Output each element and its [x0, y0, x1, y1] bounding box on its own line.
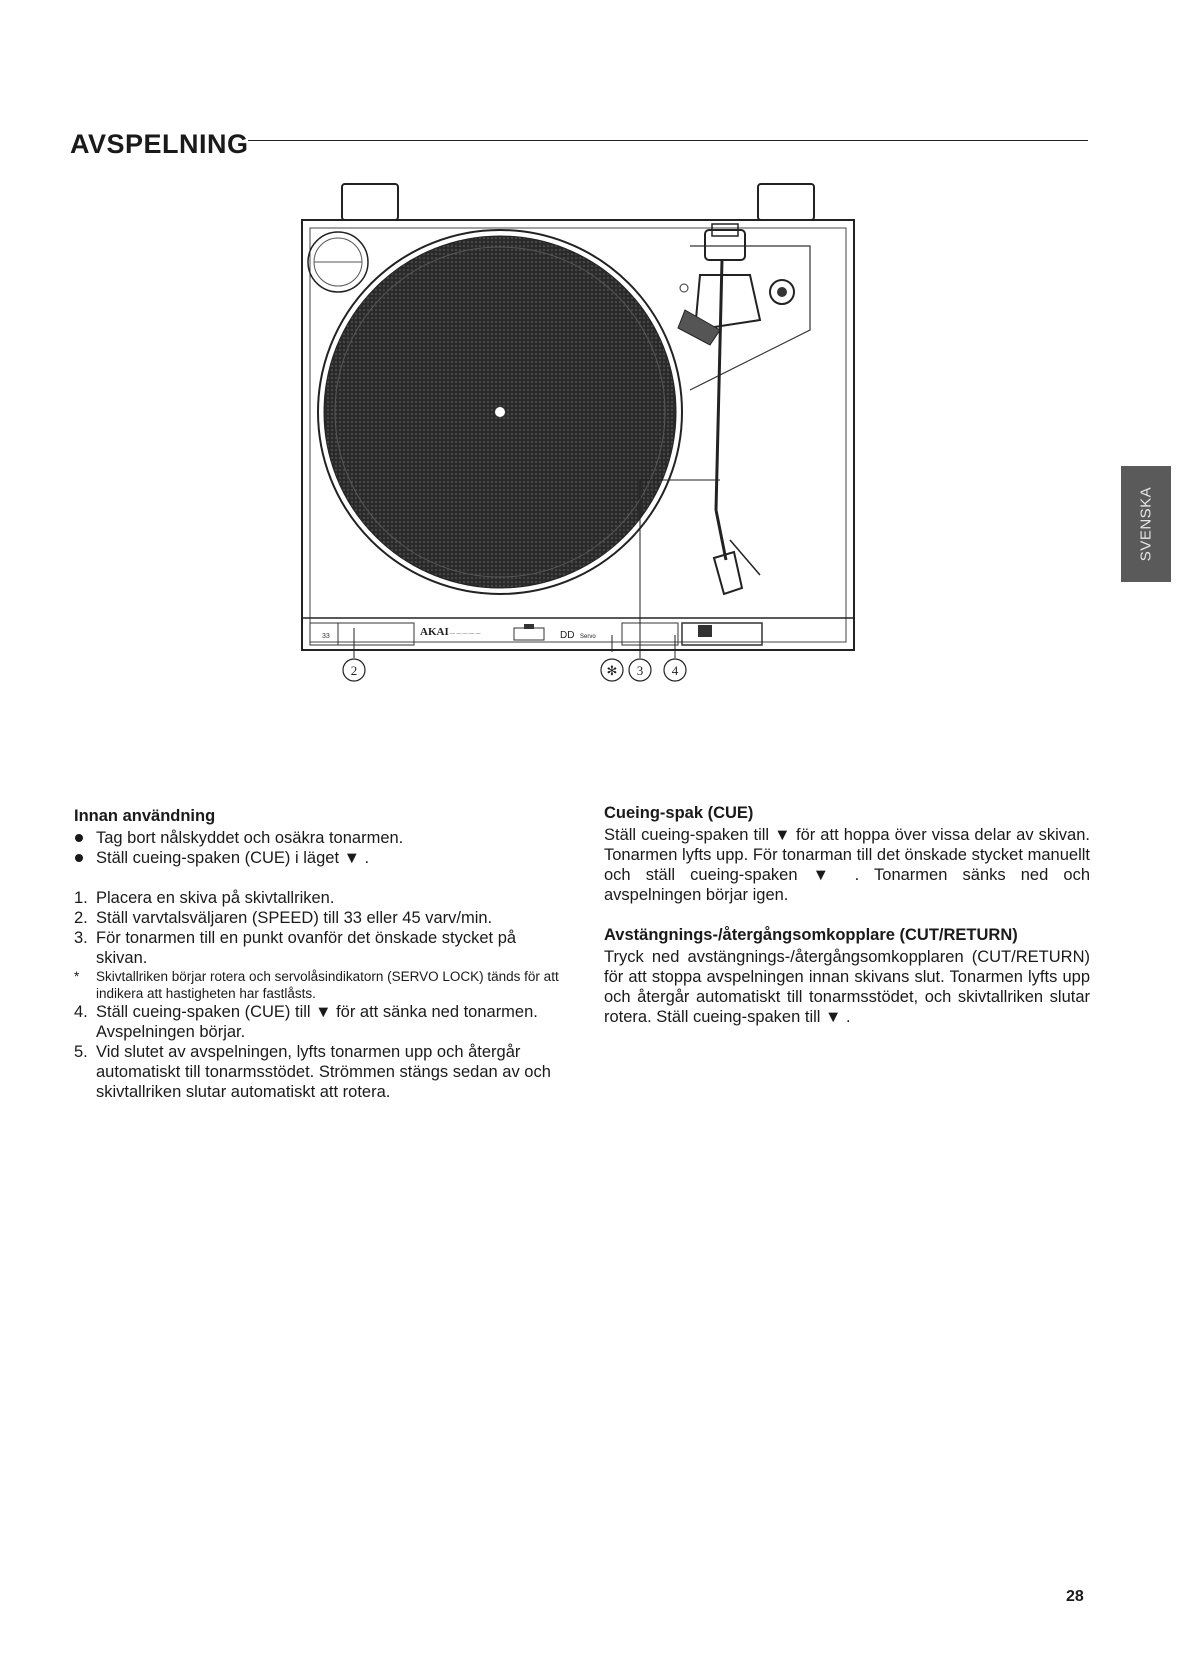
counterweight	[705, 230, 745, 260]
brand-logo: AKAI	[420, 626, 449, 638]
page-number: 28	[1066, 1588, 1084, 1605]
svg-text:3: 3	[636, 663, 644, 678]
step-note: * Skivtallriken börjar rotera och servolåsindikatorn (SERVO LOCK) tänds för att indikera att hastigheten har fastlåsts.	[74, 969, 559, 1001]
cue-lever-title: Cueing-spak (CUE)	[604, 804, 754, 822]
headshell	[714, 552, 742, 594]
turntable-illustration	[290, 180, 870, 740]
step-item: 3. För tonarmen till en punkt ovanför det önskade stycket på skivan.	[74, 929, 517, 967]
servo-label: Servo	[580, 634, 596, 640]
left-column	[74, 806, 570, 1102]
svg-text:— — — — —: — — — — —	[450, 631, 481, 637]
step-item: 4. Ställ cueing-spaken (CUE) till ▼ för att sänka ned tonarmen. Avspelningen börjar.	[74, 1003, 538, 1041]
step-item: 2. Ställ varvtalsväljaren (SPEED) till 33 eller 45 varv/min.	[74, 909, 493, 927]
language-tab	[1121, 466, 1171, 582]
svg-text:33: 33	[322, 633, 330, 640]
heading-rule	[248, 140, 1088, 141]
page-title: AVSPELNING	[70, 129, 249, 159]
step-item: 5. Vid slutet av avspelningen, lyfts tonarmen upp och återgår automatiskt till tonarmsstödet. Strömmen stängs sedan av och skivtallriken slutar automatiskt att rotera.	[74, 1043, 551, 1101]
svg-text:2: 2	[350, 663, 358, 678]
language-tab-label: SVENSKA	[1137, 486, 1155, 562]
cut-return-title: Avstängnings-/återgångsomkopplare (CUT/RETURN)	[604, 926, 1018, 944]
svg-text:4: 4	[671, 663, 679, 678]
steps-list	[74, 888, 570, 1102]
list-item: Tag bort nålskyddet och osäkra tonarmen.	[74, 828, 570, 848]
left-hinge	[342, 184, 398, 220]
turntable-drawing	[290, 180, 870, 740]
tonearm	[716, 260, 722, 510]
dd-label: DD	[560, 630, 575, 641]
cue-lift	[678, 310, 720, 345]
cut-return-text: Tryck ned avstängnings-/återgångsomkopplaren (CUT/RETURN) för att stoppa avspelningen innan skivans slut. Tonarmen lyfts upp och återgår automatiskt till tonarmsstödet, och skivtallriken slutar rotera. Ställ cueing-spaken till ▼ .	[604, 948, 1090, 1026]
right-column	[604, 803, 1090, 1047]
list-item: Ställ cueing-spaken (CUE) i läget ▼ .	[74, 848, 570, 868]
right-hinge	[758, 184, 814, 220]
svg-text:✻: ✻	[606, 664, 618, 679]
before-use-list	[74, 828, 570, 868]
step-item: 1. Placera en skiva på skivtallriken.	[74, 889, 335, 907]
before-use-title: Innan användning	[74, 807, 216, 825]
spindle	[495, 407, 505, 417]
cue-lever-text: Ställ cueing-spaken till ▼ för att hoppa över vissa delar av skivan. Tonarmen lyfts upp. För tonarman till det önskade stycket manuellt och ställ cueing-spaken ▼ . Tonarmen sänks ned och avspelningen börjar igen.	[604, 826, 1090, 904]
